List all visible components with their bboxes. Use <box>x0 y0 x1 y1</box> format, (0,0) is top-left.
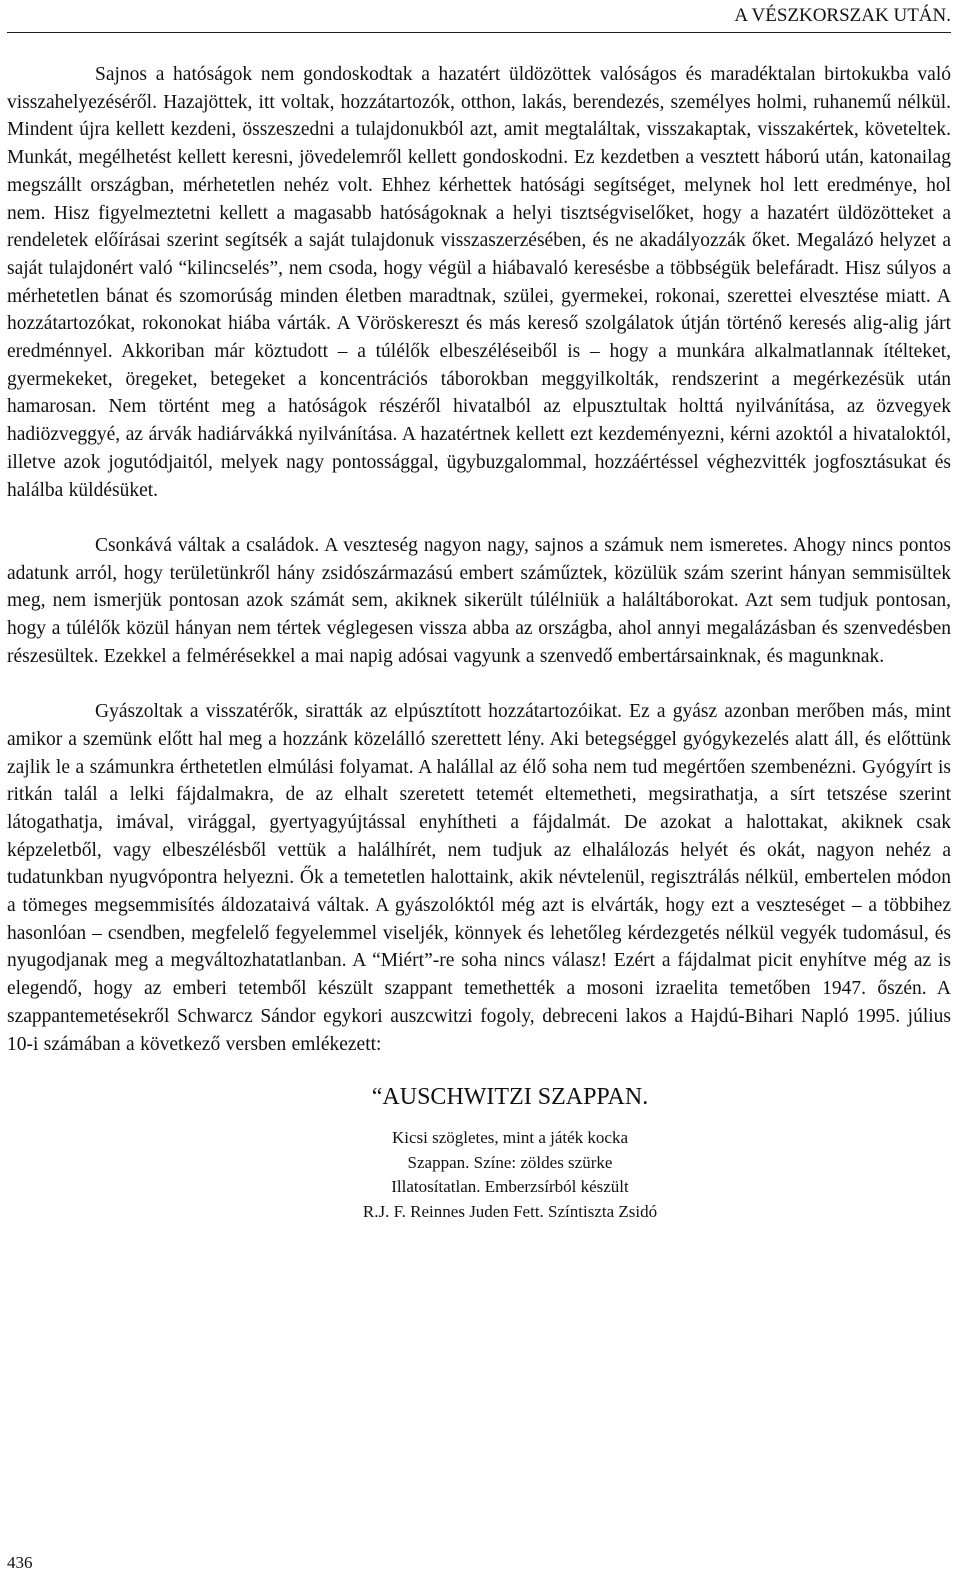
poem <box>7 1126 951 1224</box>
document-page <box>7 0 951 1583</box>
body-text <box>7 61 951 1224</box>
poem-title: “AUSCHWITZI SZAPPAN. <box>371 1084 649 1111</box>
running-header: A VÉSZKORSZAK UTÁN. <box>734 5 951 26</box>
paragraph-1: Sajnos a hatóságok nem gondoskodtak a hazatért üldözöttek valóságos és maradéktalan birtokukba való visszahelyezéséről. Hazajöttek, itt voltak, hozzátartozók, otthon, lakás, berendezés, személyes holmi, ruhanemű nélkül. Mindent újra kellett kezdeni, összeszedni a tulajdonukból azt, amit megtaláltak, visszakaptak, visszakértek, követeltek. Munkát, megélhetést kellett keresni, jövedelemről kellett gondoskodni. Ez kezdetben a vesztett háború után, katonailag megszállt országban, mérhetetlen nehéz volt. Ehhez kérhettek hatósági segítséget, melynek hol lett eredménye, hol nem. Hisz figyelmeztetni kellett a magasabb hatóságoknak a helyi tisztségviselőket, hogy a hazatért üldözötteket a rendeletek előírásai szerint segítsék a saját tulajdonuk visszaszerzésében, és ne akadályozzák őket. Megalázó helyzet a saját tulajdonért való “kilincselés”, nem csoda, hogy végül a hiábavaló keresésbe a többségük belefáradt. Hisz súlyos a mérhetetlen bánat és szomorúság minden életben maradtnak, szülei, gyermekei, rokonai, szerettei elvesztése miatt. A hozzátartozókat, rokonokat hiába várták. A Vöröskereszt és más kereső szolgálatok útján történő keresés alig-alig járt eredménnyel. Akkoriban már köztudott – a túlélők elbeszéléseiből is – hogy a munkára alkalmatlannak ítélteket, gyermekeket, öregeket, betegeket a koncentrációs táborokban meggyilkolták, rendszerint a megérkezésük után hamarosan. Nem történt meg a hatóságok részéről hivatalból az elpusztultak holttá nyilvánítása, az özvegyek hadiözveggyé, az árvák hadiárvákká nyilvánítása. A hazatértnek kellett ezt kezdeményezni, kérni azoktól a hivataloktól, illetve azok jogutódjaitól, melyek nagy pontossággal, ügybuzgalommal, hozzáértéssel véghezvitték jogfosztásukat és halálba küldésüket. <box>7 64 951 501</box>
poem-line: Szappan. Színe: zöldes szürke <box>407 1152 613 1172</box>
paragraph-2: Csonkává váltak a családok. A veszteség nagyon nagy, sajnos a számuk nem ismeretes. Ahogy nincs pontos adatunk arról, hogy területünkről hány zsidószármazású embert száműztek, közülük szám szerint hányan semmisültek meg, nem ismerjük pontosan azok számát sem, akiknek sikerült túlélniük a haláltáborokat. Azt sem tudjuk pontosan, hogy a túlélők közül hányan nem tértek véglegesen vissza abba az országba, ahol annyi megalázásban és szenvedésben részesültek. Ezekkel a felmérésekkel a mai napig adósai vagyunk a szenvedő embertársainknak, és magunknak. <box>7 534 951 667</box>
page-number: 436 <box>7 1553 33 1572</box>
poem-line: R.J. F. Reinnes Juden Fett. Színtiszta Zsidó <box>362 1201 658 1221</box>
header-rule <box>7 32 951 33</box>
poem-line: Kicsi szögletes, mint a játék kocka <box>391 1128 629 1148</box>
poem-line: Illatosítatlan. Emberzsírból készült <box>391 1177 629 1197</box>
paragraph-3: Gyászoltak a visszatérők, siratták az elpúsztított hozzátartozóikat. Ez a gyász azonban merőben más, mint amikor a szemünk előtt hal meg a hozzánk közelálló szerettett lény. Aki betegséggel gyógykezelés alatt áll, és előttünk zajlik le a számunkra érthetetlen elmúlási folyamat. A halállal az élő soha nem tud megértően szembenézni. Gyógyírt is ritkán talál a lelki fájdalmakra, de az elhalt szeretett tetemét eltemetheti, megsirathatja, a sírt tetszése szerint látogathatja, imával, virággal, gyertyagyújtással enyhítheti a fájdalmát. De azokat a halottakat, akiknek csak képzeletből, vagy elbeszélésből vettük a halálhírét, nem tudjuk az elhalálozás helyét és okát, nagyon nehéz a tudatunkban nyugvópontra helyezni. Ők a temetetlen halottaink, akik névtelenül, regisztrálás nélkül, embertelen módon a tömeges megsemmisítés áldozataivá váltak. A gyászolóktól még azt is elvárták, hogy ezt a veszteséget – a többihez hasonlóan – csendben, megfelelő fegyelemmel viseljék, könnyek és lehetőleg kérdezgetés nélkül vegyék tudomásul, és nyugodjanak meg a megváltozhatatlanban. A “Miért”-re soha nincs válasz! Ezért a fájdalmat picit enyhítve még az is elegendő, hogy az emberi tetemből készült szappant temethették a mosoni izraelita temetőben 1947. őszén. A szappantemetésekről Schwarcz Sándor egykori auszcwitzi fogoly, debreceni lakos a Hajdú-Bihari Napló 1995. július 10-i számában a következő versben emlékezett: <box>7 701 951 1055</box>
